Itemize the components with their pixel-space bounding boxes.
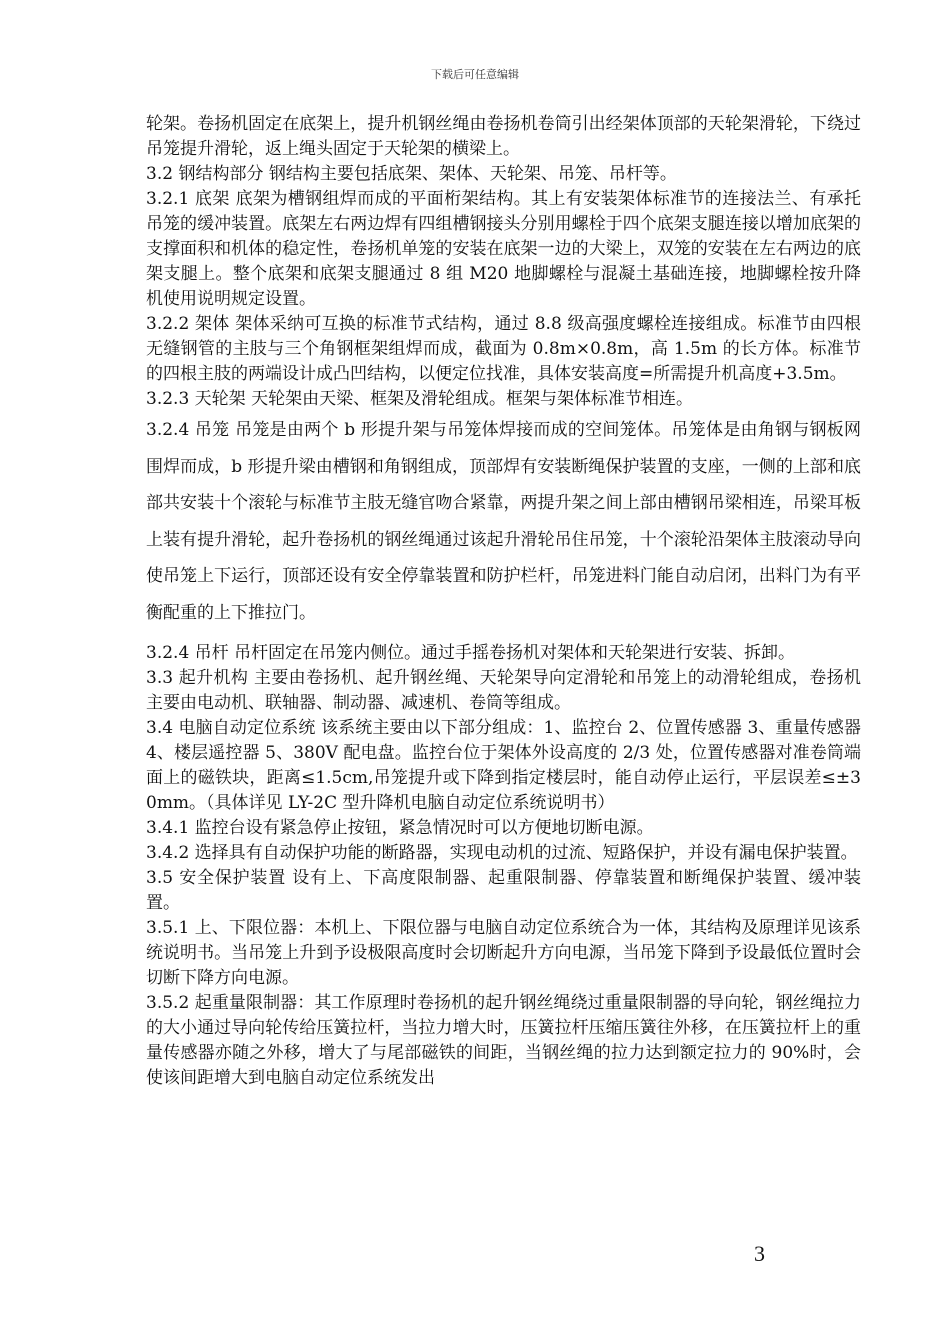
paragraph: 3.4.2 选择具有自动保护功能的断路器，实现电动机的过流、短路保护，并设有漏电保护装置。 <box>146 843 858 863</box>
paragraph: 3.2.4 吊杆 吊杆固定在吊笼内侧位。通过手摇卷扬机对架体和天轮架进行安装、拆卸。 <box>146 643 796 663</box>
paragraph: 轮架。卷扬机固定在底架上，提升机钢丝绳由卷扬机卷筒引出经架体顶部的天轮架滑轮，下绕过吊笼提升滑轮，返上绳头固定于天轮架的横梁上。 <box>146 114 861 159</box>
paragraph: 3.5.2 起重量限制器：其工作原理时卷扬机的起升钢丝绳绕过重量限制器的导向轮，钢丝绳拉力的大小通过导向轮传给压簧拉杆，当拉力增大时，压簧拉杆压缩压簧往外移，在压簧拉杆上的重量传感器亦随之外移，增大了与尾部磁铁的间距，当钢丝绳的拉力达到额定拉力的 90%时，会使该间距增大到电脑自动定位系统发出 <box>146 993 861 1088</box>
paragraph: 3.4.1 监控台设有紧急停止按钮，紧急情况时可以方便地切断电源。 <box>146 818 654 838</box>
page-header: 下载后可任意编辑 <box>431 68 519 81</box>
paragraph: 3.2.2 架体 架体采纳可互换的标准节式结构，通过 8.8 级高强度螺栓连接组成。标准节由四根无缝钢管的主肢与三个角钢框架组焊而成，截面为 0.8m×0.8m，高 1.5m 的长方体。标准节的四根主肢的两端设计成凸凹结构，以便定位找准，具体安装高度=所需提升机高度+3.5m。 <box>146 314 861 384</box>
paragraph: 3.2.1 底架 底架为槽钢组焊而成的平面桁架结构。其上有安装架体标准节的连接法兰、有承托吊笼的缓冲装置。底架左右两边焊有四组槽钢接头分别用螺栓于四个底架支腿连接以增加底架的支撑面积和机体的稳定性，卷扬机单笼的安装在底架一边的大梁上，双笼的安装在左右两边的底架支腿上。整个底架和底架支腿通过 8 组 M20 地脚螺栓与混凝土基础连接，地脚螺栓按升降机使用说明规定设置。 <box>146 189 861 309</box>
page-number: 3 <box>754 1241 765 1266</box>
paragraph: 3.2.3 天轮架 天轮架由天梁、框架及滑轮组成。框架与架体标准节相连。 <box>146 389 694 409</box>
paragraph: 3.3 起升机构 主要由卷扬机、起升钢丝绳、天轮架导向定滑轮和吊笼上的动滑轮组成，卷扬机主要由电动机、联轴器、制动器、减速机、卷筒等组成。 <box>146 668 861 713</box>
document-body <box>146 112 861 1091</box>
paragraph: 3.2 钢结构部分 钢结构主要包括底架、架体、天轮架、吊笼、吊杆等。 <box>146 164 677 184</box>
paragraph: 3.5.1 上、下限位器：本机上、下限位器与电脑自动定位系统合为一体，其结构及原理详见该系统说明书。当吊笼上升到予设极限高度时会切断起升方向电源，当吊笼下降到予设最低位置时会切断下降方向电源。 <box>146 918 861 988</box>
paragraph: 3.2.4 吊笼 吊笼是由两个 b 形提升架与吊笼体焊接而成的空间笼体。吊笼体是由角钢与钢板网围焊而成，b 形提升梁由槽钢和角钢组成，顶部焊有安装断绳保护装置的支座，一侧的上部和底部共安装十个滚轮与标准节主肢无缝官吻合紧靠，两提升架之间上部由槽钢吊梁相连，吊梁耳板上装有提升滑轮，起升卷扬机的钢丝绳通过该起升滑轮吊住吊笼，十个滚轮沿架体主肢滚动导向使吊笼上下运行，顶部还设有安全停靠装置和防护栏杆，吊笼进料门能自动启闭，出料门为有平衡配重的上下推拉门。 <box>146 420 861 623</box>
paragraph: 3.4 电脑自动定位系统 该系统主要由以下部分组成：1、监控台 2、位置传感器 3、重量传感器 4、楼层遥控器 5、380V 配电盘。监控台位于架体外设高度的 2/3 处，位置传感器对准卷筒端面上的磁铁块，距离≤1.5cm,吊笼提升或下降到指定楼层时，能自动停止运行，平层误差≤±30mm。（具体详见 LY-2C 型升降机电脑自动定位系统说明书） <box>146 718 861 813</box>
paragraph: 3.5 安全保护装置 设有上、下高度限制器、起重限制器、停靠装置和断绳保护装置、缓冲装置。 <box>146 868 861 913</box>
